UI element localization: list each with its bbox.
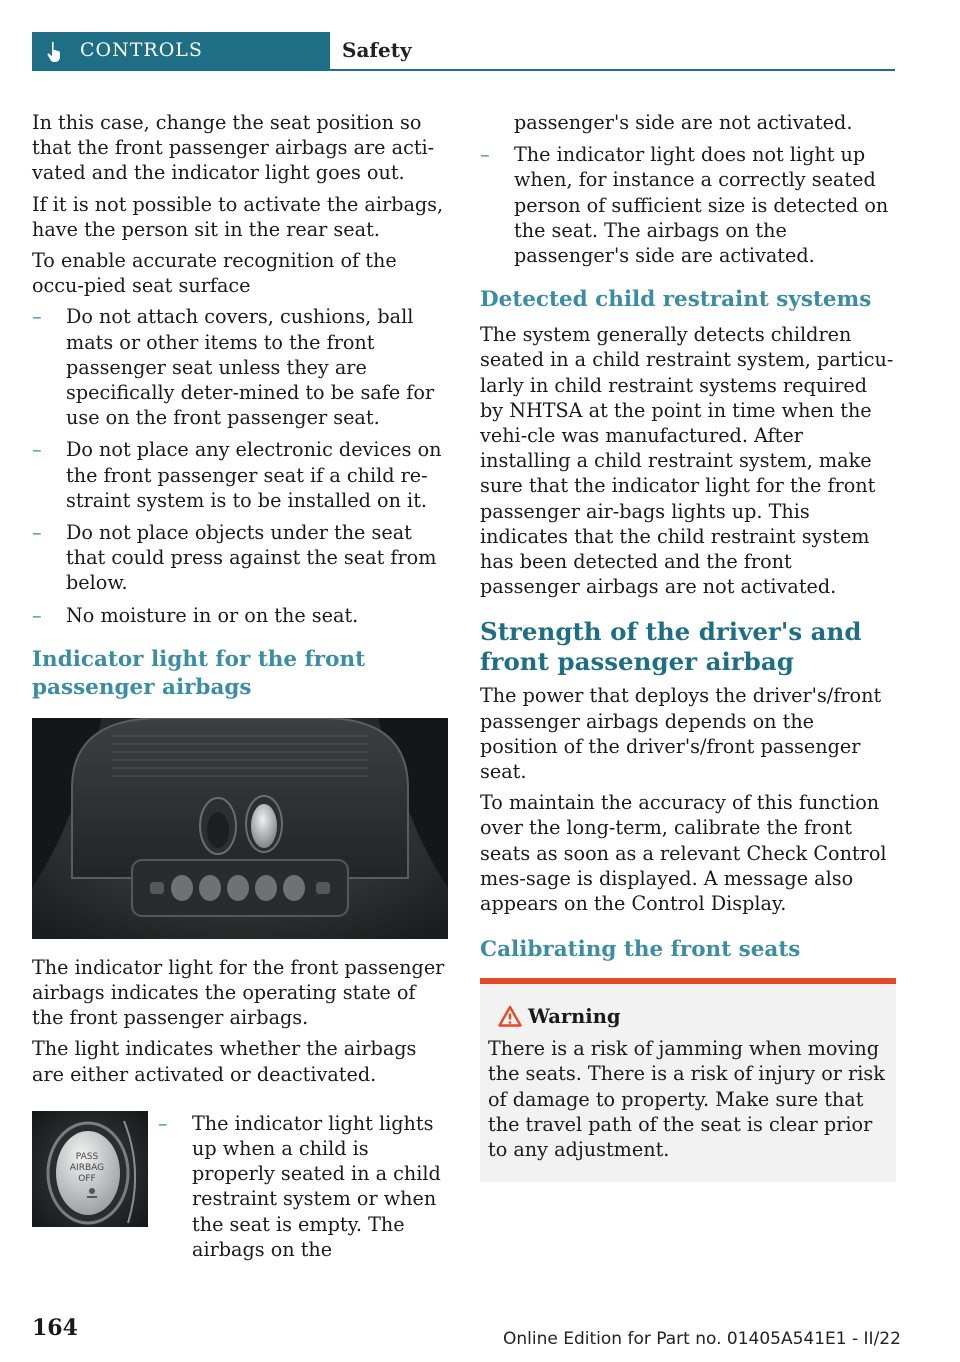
warning-triangle-icon xyxy=(498,1005,522,1027)
list-item: – Do not attach covers, cushions, ball mats or other items to the front passenger seat unless they are specifically deter-mined to be safe for use on the front passenger seat. xyxy=(32,304,448,430)
page-number: 164 xyxy=(32,1315,78,1341)
warning-title: Warning xyxy=(528,1005,621,1029)
bullet-list xyxy=(480,142,896,268)
bullet-list xyxy=(32,304,448,627)
bullet-list xyxy=(158,1111,448,1269)
right-column xyxy=(480,110,896,1182)
section-heading: Calibrating the front seats xyxy=(480,937,801,963)
section-heading: Indicator light for the front passenger airbags xyxy=(32,646,366,700)
warning-text: There is a risk of jamming when moving the seats. There is a risk of injury or risk of damage to property. Make sure that the travel path of the seat is clear prior to any adjustment. xyxy=(488,1037,885,1162)
paragraph: The indicator light for the front passenger airbags indicates the operating state of the front passenger airbags. xyxy=(32,955,445,1030)
indicator-row xyxy=(32,1111,448,1261)
paragraph: The system generally detects children seated in a child restraint system, particu-larly in child restraint systems required by NHTSA at the point in time when the vehi-cle was manufactured. After installing a child restraint system, make sure that the indicator light for the front passenger air-bags lights up. This indicates that the child restraint system has been detected and the front passenger airbags are not activated. xyxy=(480,323,894,599)
overhead-console-illustration xyxy=(32,718,448,939)
photo-label-line: AIRBAG xyxy=(69,1162,105,1173)
list-item: – The indicator light lights up when a child is properly seated in a child restraint system or when the seat is empty. The airbags on the xyxy=(158,1111,448,1262)
paragraph: The power that deploys the driver's/front passenger airbags depends on the position of the driver's/front passenger seat. xyxy=(480,684,882,784)
chapter-label: CONTROLS xyxy=(80,39,203,61)
section-heading: Strength of the driver's and front passenger airbag xyxy=(480,617,862,677)
section-title: Safety xyxy=(342,38,412,62)
edition-footer: Online Edition for Part no. 01405A541E1 - II/22 xyxy=(503,1329,901,1349)
chapter-tab xyxy=(32,32,330,70)
list-item: – The indicator light does not light up when, for instance a correctly seated person of sufficient size is detected on the seat. The airbags on the passenger's side are activated. xyxy=(480,142,896,268)
photo-label-line: OFF xyxy=(78,1173,96,1184)
paragraph: To maintain the accuracy of this function over the long-term, calibrate the front seats as soon as a relevant Check Control mes-sage is displayed. A message also appears on the Control Display. xyxy=(480,791,887,916)
paragraph: If it is not possible to activate the airbags, have the person sit in the rear seat. xyxy=(32,192,444,241)
pass-airbag-off-photo xyxy=(32,1111,148,1227)
paragraph: In this case, change the seat position so that the front passenger airbags are acti-vated and the indicator light goes out. xyxy=(32,111,435,185)
pass-airbag-off-illustration xyxy=(32,1111,148,1227)
list-item: – Do not place any electronic devices on the front passenger seat if a child re-straint system is to be installed on it. xyxy=(32,437,448,513)
list-item-continuation: passenger's side are not activated. xyxy=(514,111,853,134)
paragraph: The light indicates whether the airbags are either activated or deactivated. xyxy=(32,1037,417,1086)
warning-title-row xyxy=(488,1004,888,1030)
overhead-console-photo xyxy=(32,718,448,939)
list-item: – Do not place objects under the seat that could press against the seat from below. xyxy=(32,520,448,596)
paragraph: To enable accurate recognition of the occu-pied seat surface xyxy=(32,249,397,298)
left-column xyxy=(32,110,448,1261)
photo-label-line: PASS xyxy=(75,1151,99,1162)
pointing-hand-icon xyxy=(46,41,64,63)
warning-box xyxy=(480,978,896,1182)
section-heading: Detected child restraint systems xyxy=(480,287,872,313)
list-item: – No moisture in or on the seat. xyxy=(32,603,448,628)
